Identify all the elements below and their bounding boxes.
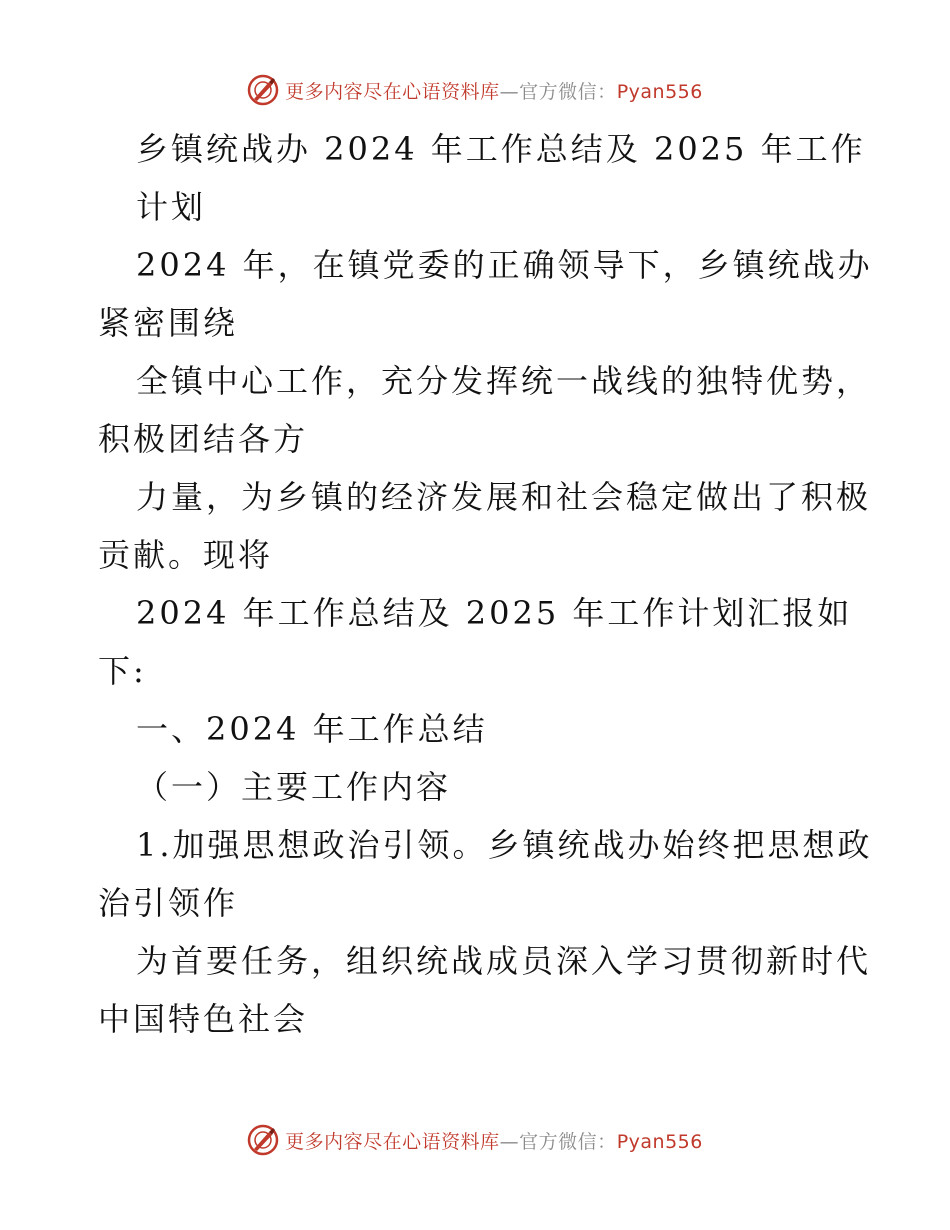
doc-line: 为首要任务，组织统战成员深入学习贯彻新时代 — [136, 942, 872, 980]
document-body — [98, 120, 873, 1048]
doc-line: 2024 年，在镇党委的正确领导下，乡镇统战办 — [136, 246, 873, 284]
doc-line: 1.加强思想政治引领。乡镇统战办始终把思想政 — [136, 826, 873, 864]
pen-logo-icon — [247, 1124, 279, 1156]
doc-line: 下: — [98, 652, 147, 690]
watermark-text: 更多内容尽在心语资料库—官方微信：Pyan556 — [285, 80, 703, 103]
doc-line: 中国特色社会 — [98, 1000, 309, 1038]
doc-line: 计划 — [136, 188, 207, 226]
doc-line: 紧密围绕 — [98, 304, 239, 342]
doc-line: 乡镇统战办 2024 年工作总结及 2025 年工作 — [136, 130, 866, 168]
doc-line: 积极团结各方 — [98, 420, 309, 458]
section-heading: 一、2024 年工作总结 — [136, 710, 488, 748]
doc-line: 2024 年工作总结及 2025 年工作计划汇报如 — [136, 594, 853, 632]
doc-line: 贡献。现将 — [98, 536, 274, 574]
doc-line: 治引领作 — [98, 884, 239, 922]
header-watermark — [0, 70, 950, 110]
footer-watermark — [0, 1120, 950, 1160]
watermark-text: 更多内容尽在心语资料库—官方微信：Pyan556 — [285, 1130, 703, 1153]
doc-line: 力量，为乡镇的经济发展和社会稳定做出了积极 — [136, 478, 872, 516]
doc-line: 全镇中心工作，充分发挥统一战线的独特优势， — [136, 362, 872, 400]
pen-logo-icon — [247, 74, 279, 106]
subsection-heading: （一）主要工作内容 — [136, 768, 452, 806]
